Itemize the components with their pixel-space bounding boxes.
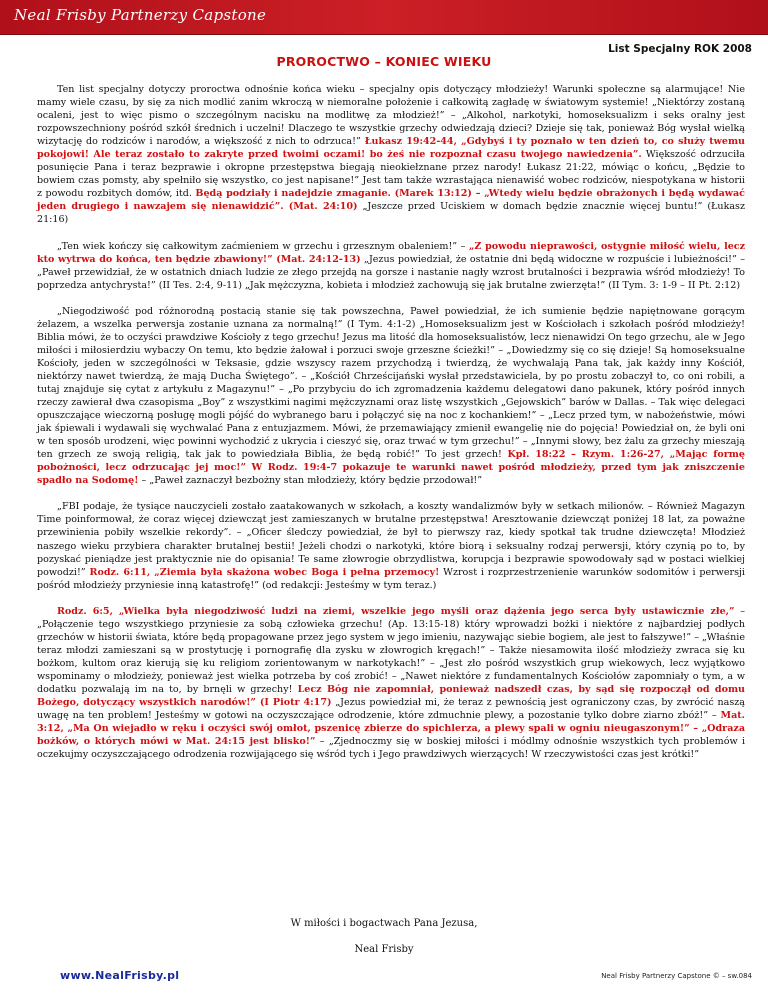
text-run: – „Zjednoczmy się w boskiej miłości i módlmy odnośnie wszystkich tych problemów i oczekujmy oczyszczającego odrodzenia rozwijającego się wśród tych i Jego prawdziwych wierzących! W rzeczywistości czas jest krótki!”: [37, 736, 745, 761]
paragraph-2: [37, 240, 745, 292]
text-run: „Niegodziwość pod różnorodną postacią stanie się tak powszechna, Paweł powiedział, że ich sumienie będzie napiętnowane gorącym żelazem, a wszelka perwersja zostanie uznana za normalną!” (I Tym. 4:1-2) „Homoseksualizm jest w Kościołach i szkołach pośród młodzieży! Biblia mówi, że to oczyści prawdziwe Kościoły z tego grzechu! Jezus ma litość dla homoseksualistów, lecz nienawidzi On tego grzechu, ale w Jego miłości i miłosierdziu wybaczy On temu, kto będzie żałował i porzuci swoje grzeszne ścieżki!” – „Dowiedzmy się co się dzieje! Są homoseksualne Kościoły, jeden w szczególności w Teksasie, gdzie wszyscy razem przychodzą i twierdzą, że wychwalają Pana tak, jak każdy inny Kościół, niektórzy nawet twierdzą, że mają Ducha Świętego”. – „Kościół Chrześcijański wysłał przedstawiciela, by po prostu zobaczył to, co oni robili, a tutaj znajduje się cytat z artykułu z Magazynu!” – „Po przybyciu do ich zgromadzenia każdemu delegatowi dano pakunek, który pośród innych rzeczy zawierał dwa czasopisma „Boy” z wszystkimi nagimi mężczyznami oraz listę wszystkich „Gejowskich” barów w Dallas. – Tak więc delegaci opuszczające wieczorną posługę mogli pójść do wybranego baru i połączyć się na noc z kochankiem!” – „Lecz przed tym, w nabożeństwie, mówi jak śpiewali i wydawali się wychwalać Pana z entuzjazmem. Mówi, że przemawiający zmienił ewangelię nie do pojęcia! Powiedział on, że byli oni w ten sposób urodzeni, więc powinni wychodzić z ukrycia i cieszyć się, oraz trwać w tym grzechu!” – „Innymi słowy, bez żalu za grzechy mieszają ten grzech ze swoją religią, tak jak to powiedziała Biblia, że będą robić!” To jest grzech!: [37, 305, 745, 461]
banner-title: Neal Frisby Partnerzy Capstone: [14, 6, 267, 24]
header-banner: [0, 0, 768, 35]
text-run: „Jezus powiedział, że ostatnie dni będą widoczne w rozpuście i lubieżności!” – „Paweł przewidział, że w ostatnich dniach ludzie ze złego przejdą na gorsze i nastanie nagły wzrost brutalności i bezprawia wśród młodzieży! To poprzedza antychrysta!” (II Tes. 2:4, 9-11) „Jak mężczyzna, kobieta i młodzież zachowują się jak brutalne zwierzęta!” (II Tym. 3: 1-9 – II Pt. 2:12): [37, 253, 745, 291]
paragraph-4: [37, 500, 745, 591]
document-label: List Specjalny ROK 2008: [608, 43, 752, 55]
paragraph-3: [37, 305, 745, 488]
scripture-quote: „Z powodu nieprawości, ostygnie miłość wielu, lecz kto wytrwa do końca, ten będzie zbawiony!” (Mat. 24:12-13): [37, 240, 745, 265]
footer-copyright: Neal Frisby Partnerzy Capstone © – sw.084: [601, 972, 752, 980]
text-run: Większość odrzuciła posunięcie Pana i teraz bezprawie i okropne przestępstwa biegają nieokiełznane przez narody! Łukasz 21:22, mówiąc o końcu, „Będzie to bowiem czas pomsty, aby spełniło się wszystko, co jest napisane!” Jest tam także wzrastająca nienawiść wobec rodziców, niespotykana w historii z powodu rozbitych domów, itd.: [37, 149, 745, 200]
text-run: Ten list specjalny dotyczy proroctwa odnośnie końca wieku – specjalny opis dotyczący młodzieży! Warunki społeczne są alarmujące! Nie mamy wiele czasu, by się za nich modlić zanim wkroczą w niemoralne położenie i całkowitą zagładę w światowym systemie! „Niektórzy zostaną ocaleni, jest to więc pismo o szczególnym nacisku na modlitwę za młodzież!” – „Alkohol, narkotyki, homoseksualizm i seks oralny jest rozpowszechniony pośród szkół średnich i uczelni! Dlaczego te wszystkie grzechy odwiedzają dzieci? Dzieje się tak, ponieważ Bóg wysłał wielką wizytację do rodziców i narodów, a większość z nich to odrzuca!”: [37, 84, 745, 148]
scripture-quote: Kpł. 18:22 – Rzym. 1:26-27, „Mając formę pobożności, lecz odrzucając jej moc!” W Rodz. 19:4-7 pokazuje te warunki nawet pośród młodzieży, przed tym jak zniszczenie spadło na Sodomę!: [37, 449, 745, 487]
scripture-quote: Będą podziały i nadejdzie zmaganie. (Marek 13:12) – „Wtedy wielu będzie obrażonych i będą wydawać jeden drugiego i nawzajem się nienawidzić”. (Mat. 24:10): [37, 188, 745, 213]
text-run: – „Połączenie tego wszystkiego przyniesie za sobą człowieka grzechu! (Ap. 13:15-18) który wprowadzi bożki i niektóre z najbardziej podłych grzechów w historii świata, które będą propagowane przez jego system w jego imieniu, nazywając siebie bogiem, ale jest to fałszywe!” – „Właśnie teraz młodzi zamieszani są w prostytucję i pornografię dla zysku w złowrogich kręgach!” – Także niesamowita ilość młodzieży zwraca się ku bożkom, kultom oraz kierują się ku religiom zorientowanym w narkotykach!” – „Jest zło pośród wszystkich grup wiekowych, lecz wyjątkowo wspominamy o młodzieży, ponieważ jest wielka potrzeba by coś zrobić! – „Nawet niektóre z fundamentalnych Kościołów zapomniały o tym, a w dodatku pozwalają im na to, by brnęli w grzechy!: [37, 605, 745, 695]
document-title: PROROCTWO – KONIEC WIEKU: [276, 54, 492, 69]
closing-salutation: W miłości i bogactwach Pana Jezusa,: [290, 918, 478, 929]
scripture-quote: Lecz Bóg nie zapomniał, ponieważ nadszedł czas, by sąd się rozpoczął od domu Bożego, dotyczący wszystkich narodów!” (I Piotr 4:17): [37, 683, 746, 709]
text-run: „Jeszcze przed Uciskiem w domach będzie znacznie więcej buntu!” (Łukasz 21:16): [37, 201, 745, 226]
text-run: „Jezus powiedział mi, że teraz z pewnością jest ograniczony czas, by zwrócić naszą uwagę na ten problem! Jesteśmy w gotowi na oczyszczające odrodzenie, które zdmuchnie plewy, a pozostanie tylko dobre ziarno zbóż!” –: [37, 697, 745, 722]
scripture-quote: Mat. 3:12, „Ma On wiejadło w ręku i oczyści swój omłot, pszenicę zbierze do spichlerza, a plewy spali w ogniu nieugaszonym!” – „Odraza bożków, o których mówi w Mat. 24:15 jest blisko!”: [37, 710, 745, 748]
paragraph-1: [37, 83, 745, 227]
website-link[interactable]: www.NealFrisby.pl: [60, 969, 180, 982]
scripture-quote: Łukasz 19:42-44, „Gdybyś i ty poznało w ten dzień to, co służy twemu pokojowi! Ale teraz zostało to zakryte przed twoimi oczami! bo żeś nie rozpoznał czasu twojego nawiedzenia”.: [37, 136, 745, 161]
text-run: „FBI podaje, że tysiące nauczycieli zostało zaatakowanych w szkołach, a koszty wandalizmów były w setkach milionów. – Również Magazyn Time poinformował, że coraz więcej dziewcząt jest zamieszanych w brutalne przestępstwa! Aresztowanie dziewcząt poniżej 18 lat, za poważne przewinienia pobiły wszelkie rekordy”. – „Oficer śledczy powiedział, że był to pierwszy raz, kiedy spotkał tak trudne dziewczęta! Młodzież naszego wieku przybiera charakter brutalnej bestii! Jeżeli chodzi o narkotyki, które biorą i seksualny rodzaj perwersji, który czynią po to, by pozyskać pieniądze jest praktycznie nie do opisania! Te same złowrogie obrzydlistwa, korupcja i bezprawie spowodowały sąd w postaci wielkiej powodzi!”: [37, 501, 745, 578]
scripture-quote: Rodz. 6:5, „Wielka była niegodziwość ludzi na ziemi, wszelkie jego myśli oraz dążenia jego serca były ustawicznie złe,”: [57, 605, 735, 617]
text-run: „Ten wiek kończy się całkowitym zaćmieniem w grzechu i grzesznym obaleniem!” –: [57, 240, 469, 252]
text-run: – „Paweł zaznaczył bezbożny stan młodzieży, który będzie przodował!”: [138, 475, 483, 487]
scripture-quote: Rodz. 6:11, „Ziemia była skażona wobec Boga i pełna przemocy!: [89, 566, 440, 578]
paragraph-5: [37, 605, 745, 762]
letter-body: [37, 83, 745, 774]
text-run: Wzrost i rozprzestrzenienie warunków sodomitów i perwersji pośród młodzieży przyniesie inną katastrofę!” (od redakcji: Jesteśmy w tym teraz.): [37, 566, 745, 591]
closing-signature: Neal Frisby: [354, 944, 414, 955]
